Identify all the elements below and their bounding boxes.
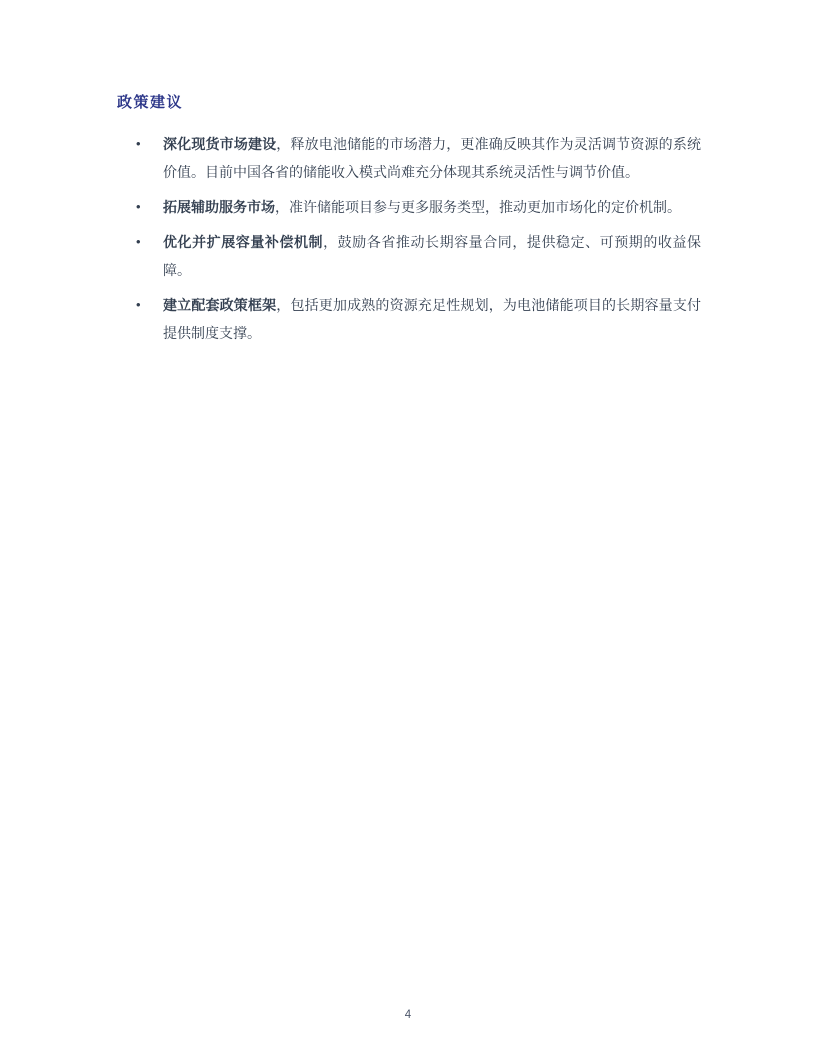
bullet-text: ，准许储能项目参与更多服务类型，推动更加市场化的定价机制。 bbox=[275, 199, 681, 215]
bullet-text: ，包括更加成熟的资源充足性规划，为电池储能项目的长期容量支付提供制度支撑。 bbox=[163, 297, 701, 341]
list-item bbox=[117, 291, 701, 347]
bullet-text: ，鼓励各省推动长期容量合同，提供稳定、可预期的收益保障。 bbox=[163, 234, 702, 278]
section-heading: 政策建议 bbox=[117, 94, 184, 111]
bullet-icon: • bbox=[136, 234, 141, 249]
bullet-lead: 拓展辅助服务市场 bbox=[163, 199, 275, 215]
policy-recommendations-list bbox=[117, 130, 701, 347]
bullet-text: ，释放电池储能的市场潜力，更准确反映其作为灵活调节资源的系统价值。目前中国各省的储能收入模式尚难充分体现其系统灵活性与调节价值。 bbox=[163, 136, 701, 180]
bullet-lead: 深化现货市场建设 bbox=[163, 136, 277, 152]
bullet-lead: 建立配套政策框架 bbox=[163, 297, 277, 313]
bullet-icon: • bbox=[136, 136, 141, 151]
list-item bbox=[117, 130, 701, 186]
list-item bbox=[117, 193, 701, 221]
page-footer bbox=[0, 1005, 816, 1023]
page-number: 4 bbox=[404, 1009, 412, 1021]
bullet-icon: • bbox=[136, 199, 141, 214]
bullet-icon: • bbox=[136, 297, 141, 312]
bullet-lead: 优化并扩展容量补偿机制 bbox=[163, 234, 324, 250]
page-content bbox=[117, 93, 701, 354]
list-item bbox=[117, 228, 701, 284]
